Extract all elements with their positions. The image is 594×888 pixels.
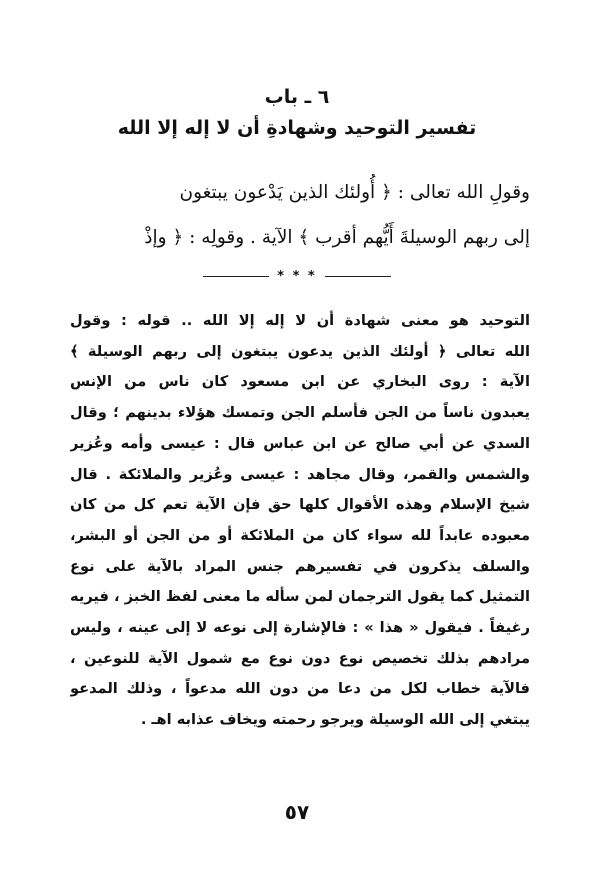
commentary-line: الله تعالى ﴿ أولئك الذين يدعون يبتغون إلى ربهم الوسيلة ﴾ bbox=[70, 342, 530, 360]
divider-line bbox=[325, 276, 391, 277]
commentary-line: الآية : روى البخاري عن ابن مسعود كان ناس من الإنس bbox=[70, 373, 530, 391]
commentary-line: فالآية خطاب لكل من دعا من دون الله مدعواً ، وذلك المدعو bbox=[70, 680, 530, 698]
divider-line bbox=[203, 276, 269, 277]
page-number: ٥٧ bbox=[284, 800, 310, 824]
divider-stars: * * * bbox=[277, 269, 317, 284]
commentary-line: رغيفاً . فيقول « هذا » : فالإشارة إلى نوعه لا إلى عينه ، وليس bbox=[70, 619, 530, 637]
commentary-line: والسلف يذكرون في تفسيرهم جنس المراد بالآية على نوع bbox=[70, 557, 530, 575]
commentary-line: مرادهم بذلك تخصيص نوع دون نوع مع شمول الآية للنوعين ، bbox=[70, 649, 530, 667]
matn-line: إلى ربهم الوسيلةَ أَيُّهم أقرب ﴾ الآية . وقولِه : ﴿ وإذْ bbox=[144, 227, 530, 248]
matn-line: وقولِ الله تعالى : ﴿ أُولئك الذين يَدْعون يبتغون bbox=[179, 182, 530, 203]
commentary-line: التوحيد هو معنى شهادة أن لا إله إلا الله .. قوله : وقول bbox=[70, 312, 530, 329]
commentary-line: يبتغي إلى الله الوسيلة ويرجو رحمته ويخاف عذابه اهـ . bbox=[140, 711, 530, 729]
matn-text bbox=[78, 170, 530, 260]
section-divider bbox=[0, 266, 594, 286]
commentary-line: التمثيل كما يقول الترجمان لمن سأله ما معنى لفظ الخبز ، فيريه bbox=[70, 588, 530, 606]
commentary-line: شيخ الإسلام وهذه الأقوال كلها حق فإن الآية تعم كل من كان bbox=[70, 496, 530, 514]
commentary-line: يعبدون ناساً من الجن فأسلم الجن وتمسك هؤلاء بدينهم ؛ وقال bbox=[70, 404, 530, 422]
chapter-title: تفسير التوحيد وشهادةِ أن لا إله إلا الله bbox=[117, 117, 477, 139]
commentary-line: والشمس والقمر، وقال مجاهد : عيسى وعُزير والملائكة . قال bbox=[70, 465, 530, 483]
commentary-line: السدي عن أبي صالح عن ابن عباس قال : عيسى وأمه وعُزير bbox=[70, 434, 530, 452]
commentary-text bbox=[70, 306, 530, 736]
chapter-number: ٦ ـ باب bbox=[264, 86, 330, 108]
commentary-line: معبوده عابداً لله سواء كان من الملائكة أو من الجن أو البشر، bbox=[70, 526, 530, 544]
